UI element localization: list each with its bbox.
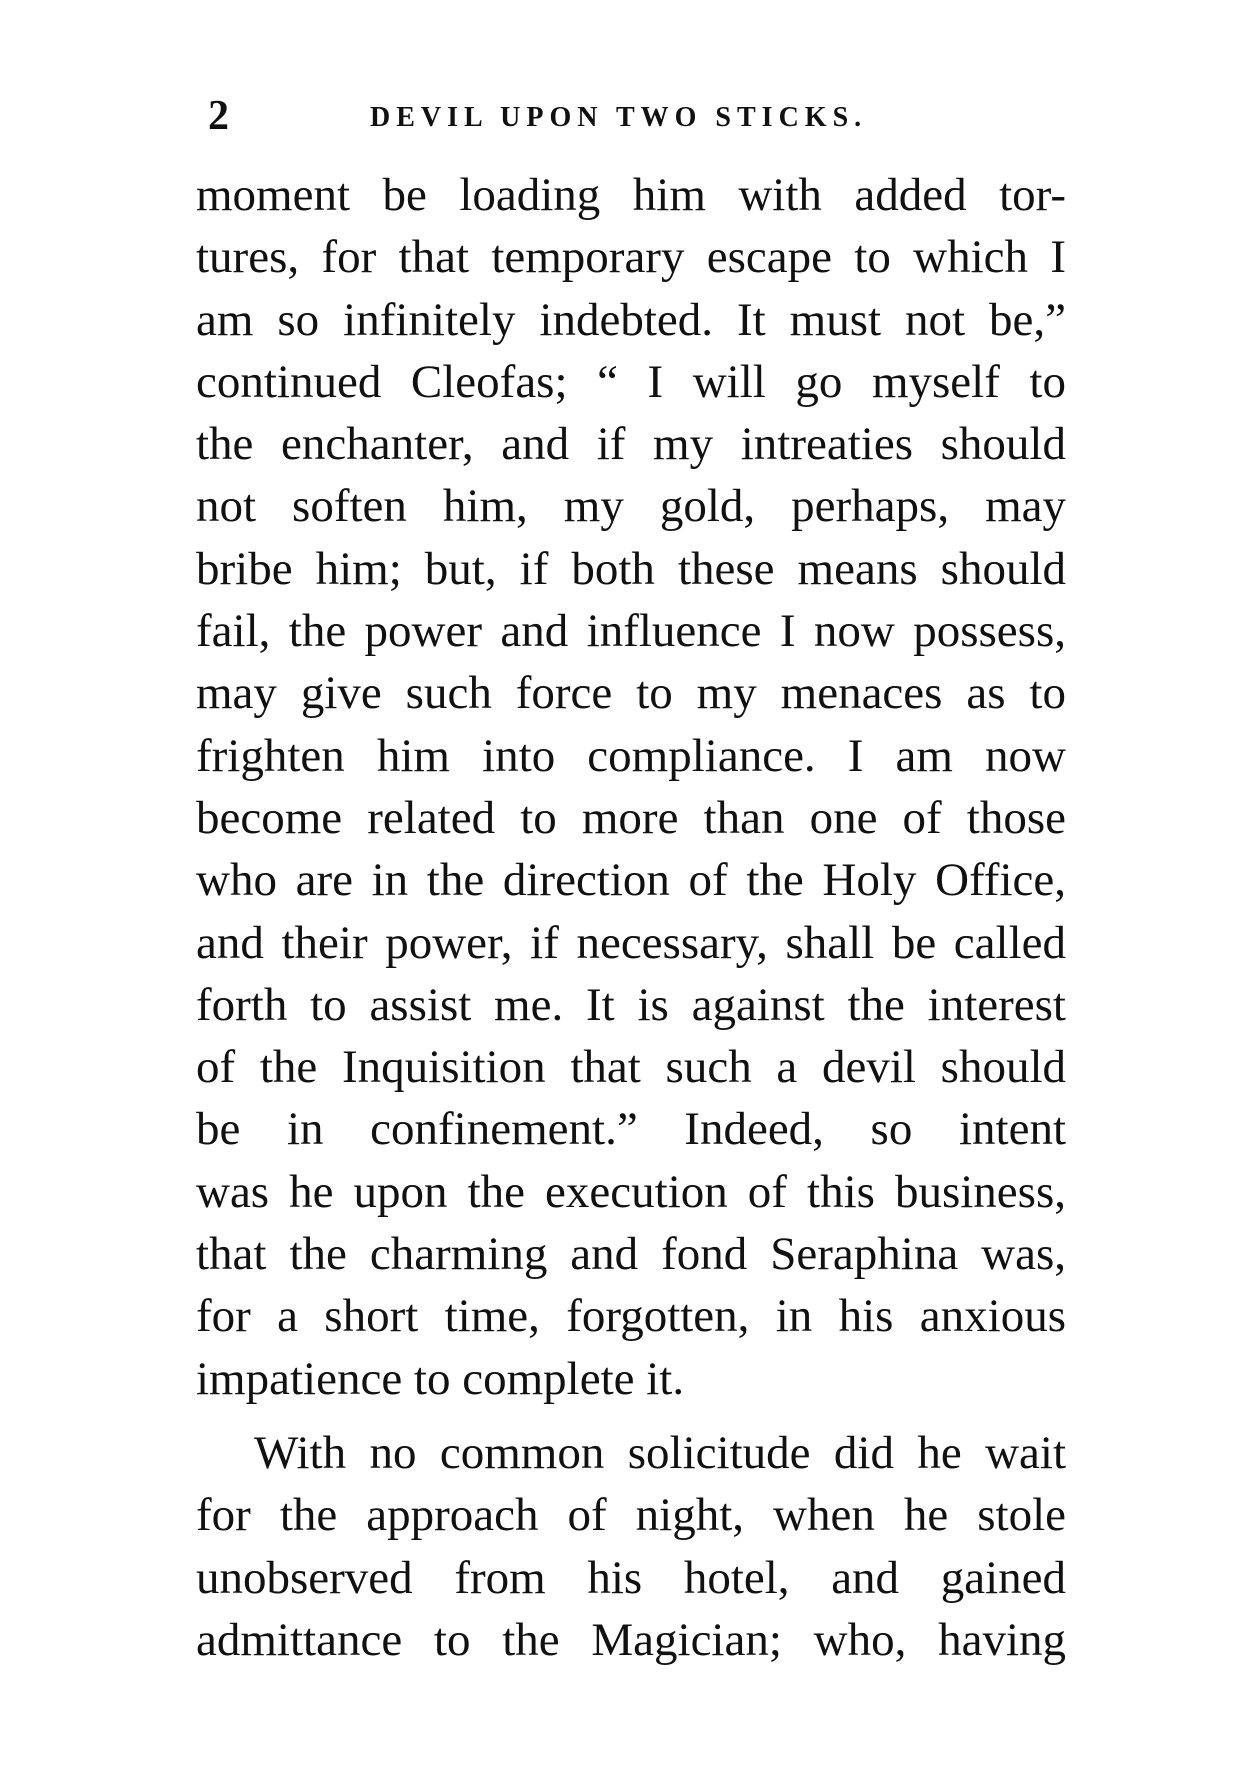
text-line: unobserved from his hotel, and gained bbox=[196, 1551, 1066, 1604]
paragraph-2 bbox=[196, 1422, 1066, 1671]
text-line: for a short time, forgotten, in his anxious bbox=[196, 1290, 1066, 1343]
body-text bbox=[196, 164, 1066, 1671]
text-line: the enchanter, and if my intreaties should bbox=[196, 418, 1066, 471]
text-line: for the approach of night, when he stole bbox=[196, 1489, 1066, 1542]
text-line: frighten him into compliance. I am now bbox=[196, 729, 1066, 782]
text-line: With no common solicitude did he wait bbox=[254, 1426, 1066, 1479]
text-line: who are in the direction of the Holy Office, bbox=[196, 854, 1066, 907]
text-line: be in confinement.” Indeed, so intent bbox=[196, 1103, 1066, 1156]
text-line: continued Cleofas; “ I will go myself to bbox=[196, 355, 1066, 408]
text-line: impatience to complete it. bbox=[196, 1352, 685, 1405]
page-number: 2 bbox=[208, 93, 229, 139]
text-line: become related to more than one of those bbox=[196, 791, 1066, 844]
text-line: was he upon the execution of this business, bbox=[196, 1165, 1066, 1218]
text-line: bribe him; but, if both these means should bbox=[196, 542, 1066, 595]
text-line: fail, the power and influence I now possess, bbox=[196, 605, 1066, 658]
text-line: forth to assist me. It is against the interest bbox=[196, 978, 1066, 1031]
text-line: am so infinitely indebted. It must not be,” bbox=[196, 293, 1066, 346]
text-line: moment be loading him with added tor- bbox=[196, 169, 1066, 221]
text-line: admittance to the Magician; who, having bbox=[196, 1613, 1066, 1666]
text-line: may give such force to my menaces as to bbox=[196, 667, 1066, 720]
text-line: of the Inquisition that such a devil should bbox=[196, 1041, 1066, 1094]
running-head bbox=[198, 92, 1068, 140]
text-line: that the charming and fond Seraphina was, bbox=[196, 1228, 1066, 1281]
running-title: DEVIL UPON TWO STICKS. bbox=[370, 102, 868, 133]
text-line: and their power, if necessary, shall be called bbox=[196, 916, 1066, 969]
text-line: not soften him, my gold, perhaps, may bbox=[196, 480, 1066, 533]
paragraph-1 bbox=[196, 164, 1066, 1410]
text-line: tures, for that temporary escape to which I bbox=[196, 231, 1066, 284]
paragraph-gap bbox=[196, 1410, 1066, 1422]
